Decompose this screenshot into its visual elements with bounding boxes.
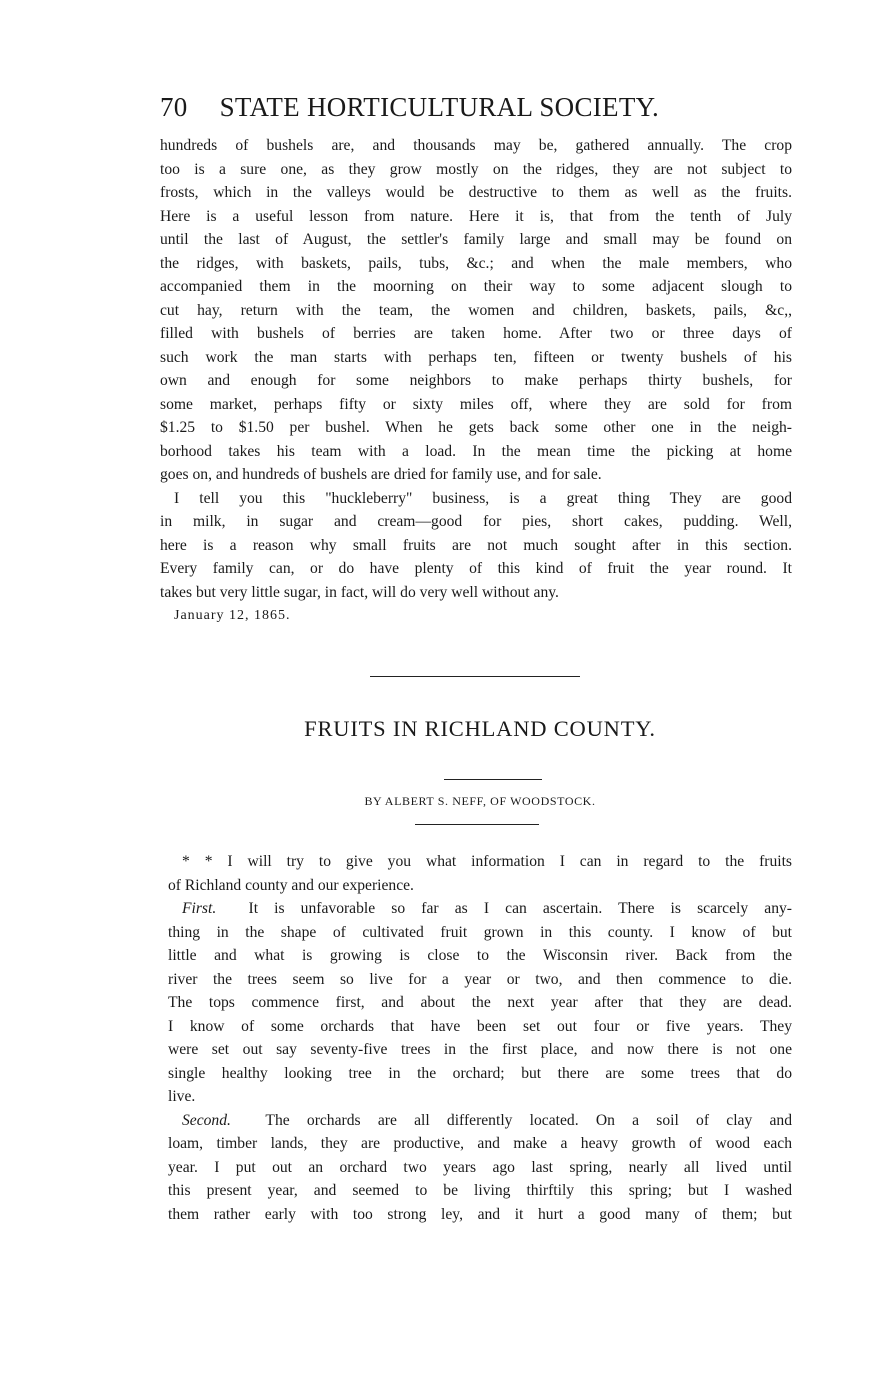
text-line: goes on, and hundreds of bushels are dried for family use, and for sale. <box>160 466 602 483</box>
article-title: FRUITS IN RICHLAND COUNTY. <box>304 716 656 741</box>
text-line: thing in the shape of cultivated fruit grown in this county. I know of but <box>168 923 792 941</box>
second-article-body <box>168 850 792 1226</box>
first-article-body <box>160 134 792 628</box>
page-number: 70 <box>160 92 188 122</box>
text-line: takes but very little sugar, in fact, will do very well without any. <box>160 583 559 601</box>
text-line: such work the man starts with perhaps ten, fifteen or twenty bushels of his <box>160 348 792 366</box>
paragraph-first-line <box>168 1109 792 1133</box>
title-rule-top <box>444 779 542 780</box>
text-line: this present year, and seemed to be living thirftily this spring; but I washed <box>168 1182 792 1199</box>
running-head <box>160 92 790 123</box>
section-divider <box>370 676 580 677</box>
text-line: here is a reason why small fruits are not much sought after in this section. <box>160 536 792 554</box>
text-line: year. I put out an orchard two years ago last spring, nearly all lived until <box>168 1158 792 1176</box>
second-label: Second. <box>182 1111 231 1129</box>
page-title: STATE HORTICULTURAL SOCIETY. <box>219 92 659 122</box>
text-line: The tops commence first, and about the next year after that they are dead. <box>168 994 792 1011</box>
text-line: little and what is growing is close to the Wisconsin river. Back from the <box>168 947 792 964</box>
text-line: $1.25 to $1.50 per bushel. When he gets back some other one in the neigh- <box>160 419 792 436</box>
text-line: the ridges, with baskets, pails, tubs, &c.; and when the male members, who <box>160 254 792 272</box>
text-line: some market, perhaps fifty or sixty miles off, where they are sold for from <box>160 395 792 413</box>
text-line: Every family can, or do have plenty of this kind of fruit the year round. It <box>160 560 792 577</box>
text-line: * * I will try to give you what information I can in regard to the fruits <box>182 853 792 870</box>
text-line: loam, timber lands, they are productive, and make a heavy growth of wood each <box>168 1135 792 1152</box>
text-line: Here is a useful lesson from nature. Here it is, that from the tenth of July <box>160 207 792 225</box>
text-line: live. <box>168 1088 196 1105</box>
dateline: January 12, 1865. <box>174 608 291 623</box>
text-line: too is a sure one, as they grow mostly on the ridges, they are not subject to <box>160 160 792 178</box>
text-line: filled with bushels of berries are taken home. After two or three days of <box>160 325 792 342</box>
text-line: accompanied them in the moorning on their way to some adjacent slough to <box>160 278 792 295</box>
text-line: hundreds of bushels are, and thousands may be, gathered annually. The crop <box>160 137 792 154</box>
text-line: own and enough for some neighbors to make perhaps thirty bushels, for <box>160 372 792 389</box>
text-line: were set out say seventy-five trees in the first place, and now there is not one <box>168 1041 792 1058</box>
text-line: them rather early with too strong ley, and it hurt a good many of them; but <box>168 1205 792 1223</box>
text-line: I tell you this "huckleberry" business, is a great thing They are good <box>174 489 792 507</box>
text-line: borhood takes his team with a load. In the mean time the picking at home <box>160 442 792 460</box>
text-line: of Richland county and our experience. <box>168 876 414 894</box>
text-line: single healthy looking tree in the orchard; but there are some trees that do <box>168 1064 792 1082</box>
text-line: in milk, in sugar and cream—good for pies, short cakes, pudding. Well, <box>160 513 792 530</box>
article-byline: BY ALBERT S. NEFF, OF WOODSTOCK. <box>364 794 596 808</box>
text-line: frosts, which in the valleys would be destructive to them as well as the fruits. <box>160 184 792 201</box>
text-line: river the trees seem so live for a year or two, and then commence to die. <box>168 970 792 988</box>
text-line: The orchards are all differently located. On a soil of clay and <box>265 1111 793 1129</box>
text-line: I know of some orchards that have been set out four or five years. They <box>168 1017 792 1035</box>
text-line: cut hay, return with the team, the women and children, baskets, pails, &c,, <box>160 301 792 319</box>
paragraph-first-line <box>168 897 792 921</box>
first-label: First. <box>182 900 217 917</box>
text-line: until the last of August, the settler's family large and small may be found on <box>160 231 792 248</box>
title-rule-bottom <box>415 824 539 825</box>
text-line: It is unfavorable so far as I can ascertain. There is scarcely any- <box>248 900 792 917</box>
